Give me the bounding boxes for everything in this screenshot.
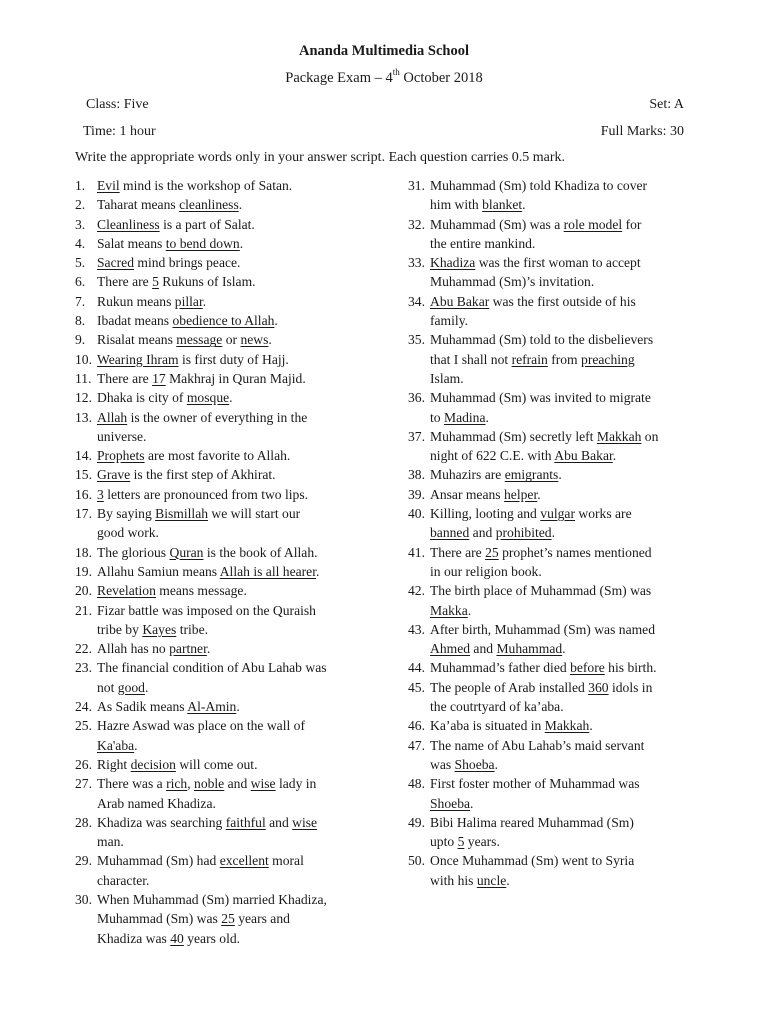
question-item bbox=[408, 581, 708, 620]
question-item bbox=[75, 195, 365, 214]
question-text-line: The name of Abu Lahab’s maid servant bbox=[430, 737, 645, 753]
answer-word: wise bbox=[250, 776, 276, 792]
question-text-line: Taharat means cleanliness. bbox=[97, 197, 243, 213]
question-item bbox=[408, 543, 708, 582]
question-number: 10. bbox=[75, 351, 92, 367]
question-text-line: Ka'aba. bbox=[97, 737, 138, 753]
question-number: 34. bbox=[408, 293, 425, 309]
question-text-line: universe. bbox=[97, 428, 147, 444]
answer-word: Abu Bakar bbox=[430, 293, 490, 309]
question-item bbox=[408, 678, 708, 717]
question-text-line: Risalat means message or news. bbox=[97, 332, 272, 348]
question-item bbox=[75, 446, 365, 465]
set-label: Set: A bbox=[649, 97, 684, 112]
question-text-line: tribe by Kayes tribe. bbox=[97, 621, 209, 637]
question-number: 45. bbox=[408, 679, 425, 695]
question-text-line: After birth, Muhammad (Sm) was named bbox=[430, 621, 656, 637]
question-item bbox=[75, 465, 365, 484]
answer-word: 5 bbox=[457, 834, 465, 850]
question-item bbox=[75, 774, 365, 813]
question-text-line: 3 letters are pronounced from two lips. bbox=[97, 486, 309, 502]
question-text-line: There are 25 prophet’s names mentioned bbox=[430, 544, 652, 560]
answer-word: mosque bbox=[186, 390, 230, 406]
question-text-line: Khadiza was searching faithful and wise bbox=[97, 814, 318, 830]
question-item bbox=[408, 851, 708, 890]
answer-word: blanket bbox=[482, 197, 523, 213]
question-item bbox=[408, 427, 708, 466]
question-text-line: Muhammad (Sm) had excellent moral bbox=[97, 853, 304, 869]
question-text-line: him with blanket. bbox=[430, 197, 526, 213]
question-item bbox=[75, 755, 365, 774]
answer-word: Quran bbox=[169, 544, 204, 560]
answer-word: partner bbox=[169, 641, 207, 657]
question-number: 36. bbox=[408, 390, 425, 406]
question-text-line: Allah has no partner. bbox=[97, 641, 211, 657]
question-text-line: upto 5 years. bbox=[430, 834, 500, 850]
question-item bbox=[75, 350, 365, 369]
question-text-line: Prophets are most favorite to Allah. bbox=[97, 448, 291, 464]
question-text-line: First foster mother of Muhammad was bbox=[430, 776, 640, 792]
answer-word: obedience to Allah bbox=[172, 313, 275, 329]
answer-word: decision bbox=[130, 756, 176, 772]
question-number: 38. bbox=[408, 467, 425, 483]
answer-word: Grave bbox=[97, 467, 131, 483]
question-number: 14. bbox=[75, 448, 92, 464]
question-text-line: Muhazirs are emigrants. bbox=[430, 467, 562, 483]
answer-word: Makkah bbox=[544, 718, 590, 734]
question-number: 30. bbox=[75, 891, 92, 907]
question-item bbox=[75, 311, 365, 330]
question-text-line: with his uncle. bbox=[430, 872, 510, 888]
answer-word: 40 bbox=[170, 930, 184, 946]
answer-word: Makkah bbox=[596, 428, 642, 444]
question-text-line: Once Muhammad (Sm) went to Syria bbox=[430, 853, 635, 869]
answer-word: role model bbox=[563, 216, 623, 232]
question-number: 33. bbox=[408, 255, 425, 271]
question-number: 6. bbox=[75, 274, 86, 290]
question-number: 5. bbox=[75, 255, 86, 271]
question-number: 42. bbox=[408, 583, 425, 599]
question-text-line: There was a rich, noble and wise lady in bbox=[97, 776, 317, 792]
question-text-line: that I shall not refrain from preaching bbox=[430, 351, 635, 367]
question-item bbox=[75, 485, 365, 504]
question-number: 13. bbox=[75, 409, 92, 425]
question-text-line: Evil mind is the workshop of Satan. bbox=[97, 178, 293, 193]
question-number: 19. bbox=[75, 563, 92, 579]
answer-word: faithful bbox=[225, 814, 266, 830]
question-text-line: Dhaka is city of mosque. bbox=[97, 390, 233, 406]
question-number: 11. bbox=[75, 370, 92, 386]
question-item bbox=[75, 639, 365, 658]
answer-word: 25 bbox=[221, 911, 235, 927]
answer-word: Sacred bbox=[97, 255, 134, 271]
question-item bbox=[75, 388, 365, 407]
question-column-right bbox=[408, 176, 708, 890]
question-item bbox=[408, 620, 708, 659]
question-text-line: By saying Bismillah we will start our bbox=[97, 506, 301, 522]
answer-word: Shoeba bbox=[430, 795, 471, 811]
instruction-text: Write the appropriate words only in your answer script. Each question carries 0.5 mark. bbox=[75, 150, 566, 165]
question-text-line: The people of Arab installed 360 idols in bbox=[430, 679, 653, 695]
time-label: Time: 1 hour bbox=[83, 124, 156, 139]
question-number: 23. bbox=[75, 660, 92, 676]
question-item bbox=[75, 330, 365, 349]
question-text-line: Salat means to bend down. bbox=[97, 235, 244, 251]
question-number: 50. bbox=[408, 853, 425, 869]
question-number: 49. bbox=[408, 814, 425, 830]
question-text-line: The financial condition of Abu Lahab was bbox=[97, 660, 327, 676]
question-number: 43. bbox=[408, 621, 425, 637]
answer-word: Ahmed bbox=[430, 641, 471, 657]
question-text-line: the coutrtyard of ka’aba. bbox=[430, 699, 564, 715]
question-item bbox=[75, 601, 365, 640]
question-item bbox=[408, 658, 708, 677]
question-text-line: man. bbox=[97, 834, 124, 850]
question-item bbox=[75, 851, 365, 890]
question-text-line: Hazre Aswad was place on the wall of bbox=[97, 718, 305, 734]
question-text-line: Shoeba. bbox=[430, 795, 474, 811]
question-item bbox=[75, 215, 365, 234]
answer-word: Makka bbox=[430, 602, 468, 618]
answer-word: 5 bbox=[152, 274, 159, 290]
question-text-line: night of 622 C.E. with Abu Bakar. bbox=[430, 448, 617, 464]
question-number: 2. bbox=[75, 197, 86, 213]
question-number: 29. bbox=[75, 853, 92, 869]
question-item bbox=[408, 215, 708, 254]
question-number: 8. bbox=[75, 313, 86, 329]
class-set-row bbox=[86, 97, 684, 113]
answer-word: news bbox=[240, 332, 269, 348]
answer-word: 3 bbox=[97, 486, 104, 502]
answer-word: Wearing Ihram bbox=[97, 351, 179, 367]
question-text-line: There are 5 Rukuns of Islam. bbox=[97, 274, 256, 290]
question-item bbox=[75, 716, 365, 755]
question-number: 47. bbox=[408, 737, 425, 753]
question-text-line: Muhammad (Sm) told to the disbelievers bbox=[430, 332, 654, 348]
question-number: 25. bbox=[75, 718, 92, 734]
answer-word: emigrants bbox=[504, 467, 559, 483]
answer-word: good bbox=[117, 679, 145, 695]
question-number: 35. bbox=[408, 332, 425, 348]
question-text-line: Killing, looting and vulgar works are bbox=[430, 506, 632, 522]
question-item bbox=[408, 292, 708, 331]
question-item bbox=[408, 774, 708, 813]
answer-word: 360 bbox=[588, 679, 609, 695]
question-item bbox=[75, 176, 365, 195]
question-text-line: Islam. bbox=[430, 370, 464, 386]
question-item bbox=[75, 581, 365, 600]
question-item bbox=[408, 813, 708, 852]
question-text-line: Right decision will come out. bbox=[97, 756, 258, 772]
question-text-line: Grave is the first step of Akhirat. bbox=[97, 467, 276, 483]
question-text-line: Allahu Samiun means Allah is all hearer. bbox=[97, 563, 320, 579]
full-marks-label: Full Marks: 30 bbox=[600, 124, 684, 139]
exam-title-sup: th bbox=[392, 67, 400, 78]
answer-word: wise bbox=[292, 814, 318, 830]
question-number: 18. bbox=[75, 544, 92, 560]
question-number: 32. bbox=[408, 216, 425, 232]
question-item bbox=[75, 408, 365, 447]
question-item bbox=[75, 890, 365, 948]
answer-word: Evil bbox=[97, 178, 120, 193]
exam-title-pre: Package Exam – 4 bbox=[285, 70, 393, 86]
question-item bbox=[75, 369, 365, 388]
answer-word: to bend down bbox=[165, 235, 240, 251]
question-text-line: the entire mankind. bbox=[430, 235, 536, 251]
question-text-line: Fizar battle was imposed on the Quraish bbox=[97, 602, 316, 618]
question-number: 15. bbox=[75, 467, 92, 483]
question-item bbox=[408, 465, 708, 484]
question-number: 7. bbox=[75, 293, 86, 309]
question-text-line: Ansar means helper. bbox=[430, 486, 541, 502]
answer-word: Cleanliness bbox=[97, 216, 160, 232]
answer-word: rich bbox=[166, 776, 188, 792]
answer-word: message bbox=[176, 332, 223, 348]
answer-word: Revelation bbox=[97, 583, 156, 599]
answer-word: preaching bbox=[581, 351, 635, 367]
question-item bbox=[75, 253, 365, 272]
question-item bbox=[408, 176, 708, 215]
question-text-line: Bibi Halima reared Muhammad (Sm) bbox=[430, 814, 634, 830]
question-number: 1. bbox=[75, 178, 86, 193]
question-text-line: not good. bbox=[97, 679, 149, 695]
question-item bbox=[408, 388, 708, 427]
question-text-line: Muhammad (Sm) was invited to migrate bbox=[430, 390, 651, 406]
question-number: 9. bbox=[75, 332, 86, 348]
question-item bbox=[408, 716, 708, 735]
answer-word: Kayes bbox=[142, 621, 177, 637]
question-text-line: Muhammad’s father died before his birth. bbox=[430, 660, 657, 676]
question-text-line: Makka. bbox=[430, 602, 472, 618]
question-item bbox=[408, 504, 708, 543]
answer-word: vulgar bbox=[540, 506, 575, 522]
question-text-line: was Shoeba. bbox=[430, 756, 498, 772]
question-item bbox=[75, 272, 365, 291]
question-number: 12. bbox=[75, 390, 92, 406]
question-number: 40. bbox=[408, 506, 425, 522]
question-text-line: Muhammad (Sm)’s invitation. bbox=[430, 274, 595, 290]
question-number: 44. bbox=[408, 660, 425, 676]
answer-word: Allah is all hearer bbox=[219, 563, 316, 579]
question-number: 41. bbox=[408, 544, 425, 560]
question-text-line: to Madina. bbox=[430, 409, 489, 425]
question-number: 39. bbox=[408, 486, 425, 502]
question-number: 31. bbox=[408, 178, 425, 193]
answer-word: banned bbox=[430, 525, 470, 541]
answer-word: Shoeba bbox=[454, 756, 495, 772]
answer-word: Ka'aba bbox=[97, 737, 135, 753]
time-marks-row bbox=[83, 124, 684, 140]
question-number: 21. bbox=[75, 602, 92, 618]
question-number: 46. bbox=[408, 718, 425, 734]
question-text-line: There are 17 Makhraj in Quran Majid. bbox=[97, 370, 306, 386]
answer-word: Al-Amin bbox=[187, 699, 237, 715]
question-number: 48. bbox=[408, 776, 425, 792]
answer-word: Prophets bbox=[97, 448, 145, 464]
question-text-line: Ibadat means obedience to Allah. bbox=[97, 313, 278, 329]
answer-word: refrain bbox=[511, 351, 548, 367]
question-text-line: Cleanliness is a part of Salat. bbox=[97, 216, 255, 232]
question-text-line: As Sadik means Al-Amin. bbox=[97, 699, 240, 715]
school-name: Ananda Multimedia School bbox=[299, 43, 469, 59]
question-number: 37. bbox=[408, 428, 425, 444]
question-item bbox=[408, 736, 708, 775]
question-text-line: The glorious Quran is the book of Allah. bbox=[97, 544, 318, 560]
question-item bbox=[75, 697, 365, 716]
answer-word: prohibited bbox=[495, 525, 552, 541]
answer-word: pillar bbox=[174, 293, 203, 309]
answer-word: uncle bbox=[476, 872, 507, 888]
question-number: 3. bbox=[75, 216, 86, 232]
question-text-line: Ahmed and Muhammad. bbox=[430, 641, 566, 657]
answer-word: 17 bbox=[152, 370, 166, 386]
answer-word: Bismillah bbox=[155, 506, 209, 522]
question-text-line: Sacred mind brings peace. bbox=[97, 255, 241, 271]
question-number: 20. bbox=[75, 583, 92, 599]
question-item bbox=[75, 234, 365, 253]
question-text-line: The birth place of Muhammad (Sm) was bbox=[430, 583, 652, 599]
question-text-line: Wearing Ihram is first duty of Hajj. bbox=[97, 351, 289, 367]
question-number: 22. bbox=[75, 641, 92, 657]
question-text-line: Muhammad (Sm) told Khadiza to cover bbox=[430, 178, 648, 193]
question-item bbox=[75, 658, 365, 697]
question-text-line: Revelation means message. bbox=[97, 583, 247, 599]
answer-word: before bbox=[570, 660, 605, 676]
question-number: 24. bbox=[75, 699, 92, 715]
question-text-line: Arab named Khadiza. bbox=[97, 795, 216, 811]
question-text-line: Muhammad (Sm) was 25 years and bbox=[97, 911, 290, 927]
question-number: 27. bbox=[75, 776, 92, 792]
question-text-line: When Muhammad (Sm) married Khadiza, bbox=[97, 891, 327, 907]
question-column-left bbox=[75, 176, 365, 948]
question-text-line: Ka’aba is situated in Makkah. bbox=[430, 718, 593, 734]
exam-title bbox=[0, 67, 768, 87]
answer-word: Madina bbox=[443, 409, 486, 425]
question-text-line: banned and prohibited. bbox=[430, 525, 555, 541]
question-text-line: Khadiza was 40 years old. bbox=[97, 930, 241, 946]
question-item bbox=[408, 485, 708, 504]
question-text-line: Khadiza was the first woman to accept bbox=[430, 255, 641, 271]
answer-word: excellent bbox=[219, 853, 269, 869]
question-number: 17. bbox=[75, 506, 92, 522]
question-text-line: character. bbox=[97, 872, 150, 888]
question-text-line: Rukun means pillar. bbox=[97, 293, 207, 309]
answer-word: noble bbox=[194, 776, 225, 792]
question-item bbox=[75, 292, 365, 311]
question-text-line: family. bbox=[430, 313, 468, 329]
question-item bbox=[408, 330, 708, 388]
question-item bbox=[75, 562, 365, 581]
class-label: Class: Five bbox=[86, 97, 149, 112]
question-item bbox=[75, 813, 365, 852]
question-text-line: Muhammad (Sm) secretly left Makkah on bbox=[430, 428, 659, 444]
question-text-line: Allah is the owner of everything in the bbox=[97, 409, 308, 425]
question-number: 16. bbox=[75, 486, 92, 502]
answer-word: Khadiza bbox=[430, 255, 476, 271]
answer-word: Abu Bakar bbox=[554, 448, 613, 464]
answer-word: Allah bbox=[97, 409, 128, 425]
question-item bbox=[75, 543, 365, 562]
question-text-line: in our religion book. bbox=[430, 563, 542, 579]
exam-title-post: October 2018 bbox=[399, 70, 483, 86]
answer-word: 25 bbox=[485, 544, 499, 560]
question-item bbox=[408, 253, 708, 292]
question-text-line: Muhammad (Sm) was a role model for bbox=[430, 216, 642, 232]
question-number: 28. bbox=[75, 814, 92, 830]
question-text-line: Abu Bakar was the first outside of his bbox=[430, 293, 636, 309]
answer-word: cleanliness bbox=[179, 197, 239, 213]
answer-word: Muhammad bbox=[496, 641, 563, 657]
question-number: 26. bbox=[75, 756, 92, 772]
question-number: 4. bbox=[75, 235, 86, 251]
question-text-line: good work. bbox=[97, 525, 159, 541]
question-item bbox=[75, 504, 365, 543]
answer-word: helper bbox=[504, 486, 538, 502]
